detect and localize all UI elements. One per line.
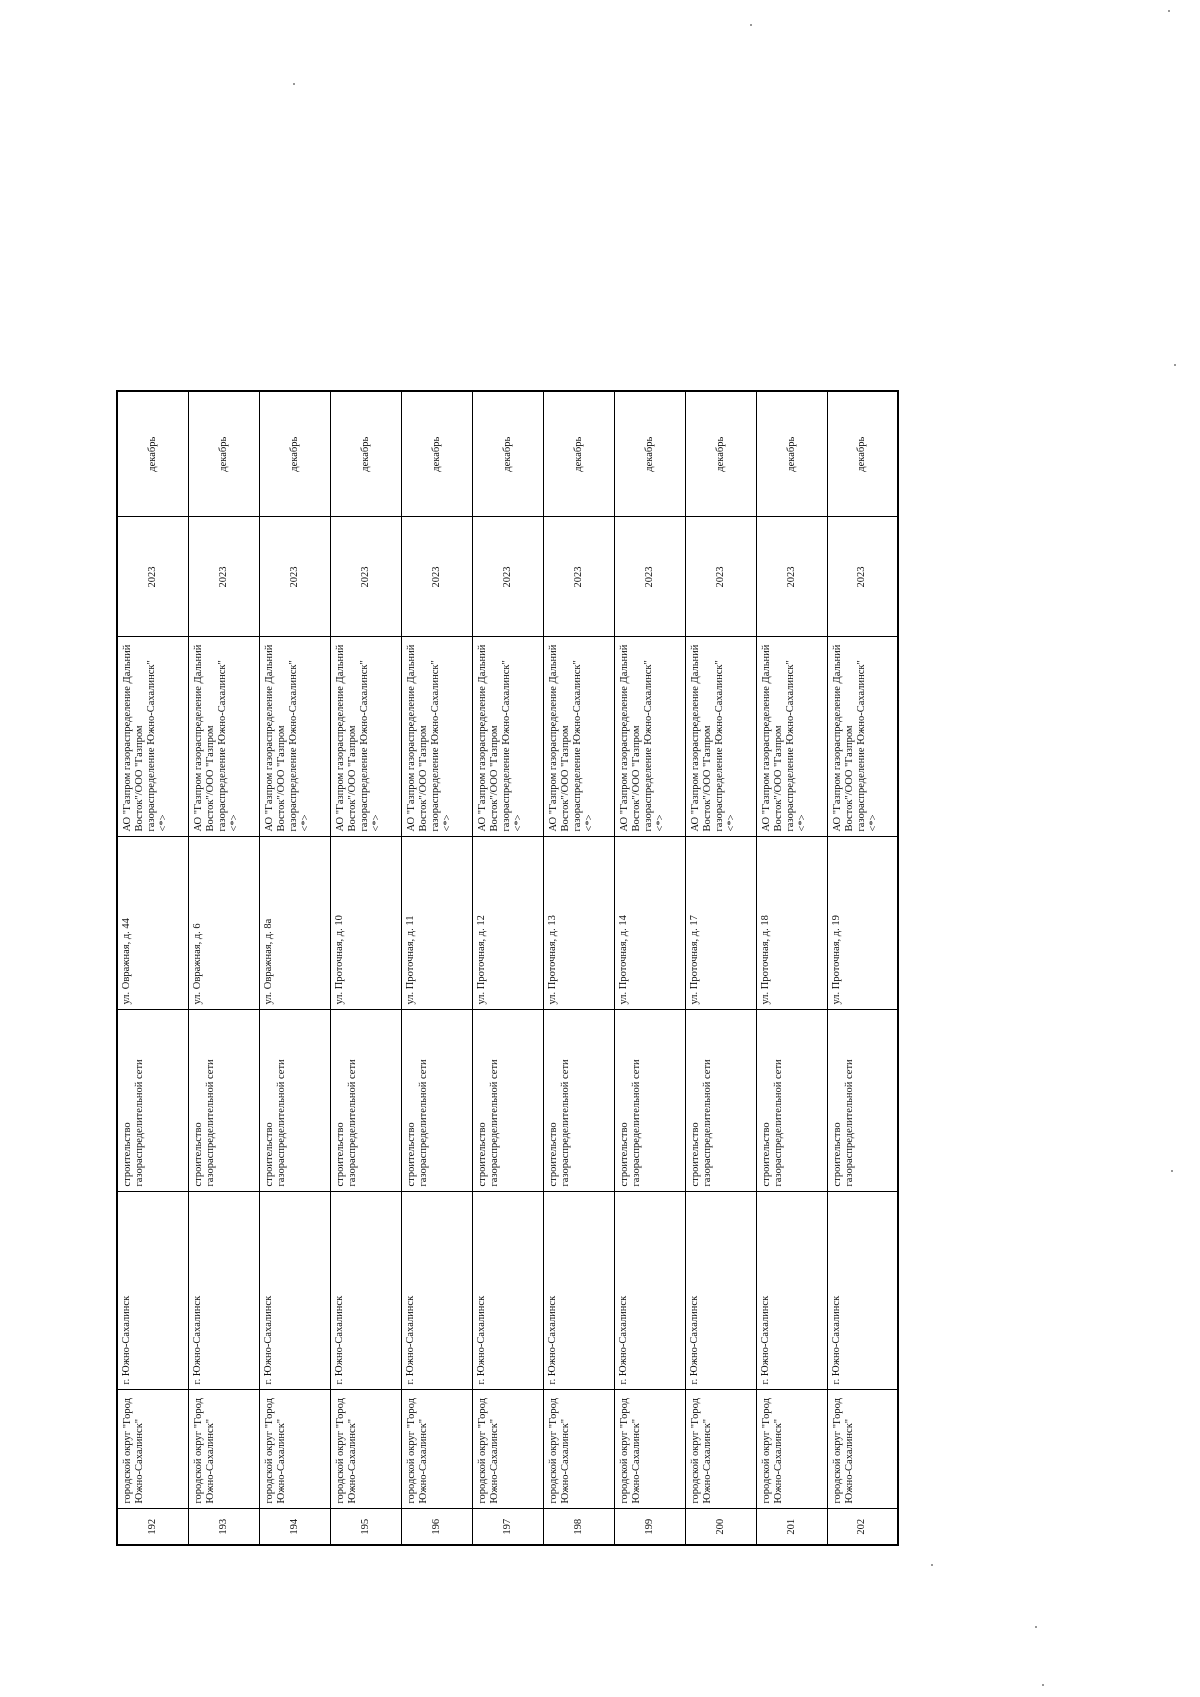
cell-org: АО "Газпром газораспределение Дальний Восток"/ООО "Газпром газораспределение Южно-Сахалинск" <*> [117,637,188,837]
cell-okrug: городской округ "Город Южно-Сахалинск" [756,1390,827,1509]
cell-city: г. Южно-Сахалинск [117,1192,188,1390]
cell-org: АО "Газпром газораспределение Дальний Восток"/ООО "Газпром газораспределение Южно-Сахалинск" <*> [756,637,827,837]
cell-year: 2023 [614,517,685,637]
scan-speck [1042,1684,1044,1686]
cell-okrug: городской округ "Город Южно-Сахалинск" [188,1390,259,1509]
table-row [543,391,614,1545]
table-body [117,391,898,1545]
cell-city: г. Южно-Сахалинск [685,1192,756,1390]
cell-work: строительство газораспределительной сети [543,1010,614,1192]
cell-addr: ул. Проточная, д. 18 [756,837,827,1010]
cell-num: 196 [401,1509,472,1545]
scan-speck [931,1564,933,1566]
cell-work: строительство газораспределительной сети [685,1010,756,1192]
cell-org: АО "Газпром газораспределение Дальний Восток"/ООО "Газпром газораспределение Южно-Сахалинск" <*> [543,637,614,837]
cell-work: строительство газораспределительной сети [259,1010,330,1192]
cell-work: строительство газораспределительной сети [614,1010,685,1192]
cell-year: 2023 [401,517,472,637]
cell-num: 200 [685,1509,756,1545]
table-row [827,391,898,1545]
cell-work: строительство газораспределительной сети [401,1010,472,1192]
cell-num: 194 [259,1509,330,1545]
cell-month: декабрь [614,391,685,517]
cell-month: декабрь [188,391,259,517]
cell-year: 2023 [472,517,543,637]
cell-org: АО "Газпром газораспределение Дальний Восток"/ООО "Газпром газораспределение Южно-Сахалинск" <*> [330,637,401,837]
cell-addr: ул. Овражная, д. 6 [188,837,259,1010]
cell-num: 199 [614,1509,685,1545]
cell-addr: ул. Проточная, д. 17 [685,837,756,1010]
cell-year: 2023 [188,517,259,637]
table-row [472,391,543,1545]
cell-month: декабрь [472,391,543,517]
cell-month: декабрь [330,391,401,517]
cell-city: г. Южно-Сахалинск [756,1192,827,1390]
table-row [614,391,685,1545]
cell-num: 198 [543,1509,614,1545]
cell-year: 2023 [756,517,827,637]
table-row [188,391,259,1545]
cell-okrug: городской округ "Город Южно-Сахалинск" [117,1390,188,1509]
cell-okrug: городской округ "Город Южно-Сахалинск" [543,1390,614,1509]
gas-network-table [116,390,899,1546]
cell-okrug: городской округ "Город Южно-Сахалинск" [685,1390,756,1509]
table-row [117,391,188,1545]
table-row [756,391,827,1545]
scan-speck [293,83,295,85]
cell-city: г. Южно-Сахалинск [543,1192,614,1390]
cell-okrug: городской округ "Город Южно-Сахалинск" [472,1390,543,1509]
table-row [330,391,401,1545]
cell-city: г. Южно-Сахалинск [472,1192,543,1390]
cell-city: г. Южно-Сахалинск [614,1192,685,1390]
cell-addr: ул. Овражная, д. 8а [259,837,330,1010]
cell-addr: ул. Проточная, д. 14 [614,837,685,1010]
cell-num: 202 [827,1509,898,1545]
cell-city: г. Южно-Сахалинск [330,1192,401,1390]
table-row [401,391,472,1545]
cell-addr: ул. Проточная, д. 12 [472,837,543,1010]
cell-okrug: городской округ "Город Южно-Сахалинск" [401,1390,472,1509]
cell-org: АО "Газпром газораспределение Дальний Восток"/ООО "Газпром газораспределение Южно-Сахалинск" <*> [827,637,898,837]
cell-month: декабрь [756,391,827,517]
cell-okrug: городской округ "Город Южно-Сахалинск" [614,1390,685,1509]
cell-month: декабрь [259,391,330,517]
cell-year: 2023 [259,517,330,637]
scan-speck [1174,364,1176,366]
scan-speck [1168,10,1170,12]
cell-work: строительство газораспределительной сети [472,1010,543,1192]
table-row [259,391,330,1545]
cell-city: г. Южно-Сахалинск [188,1192,259,1390]
cell-num: 195 [330,1509,401,1545]
cell-org: АО "Газпром газораспределение Дальний Восток"/ООО "Газпром газораспределение Южно-Сахалинск" <*> [614,637,685,837]
cell-year: 2023 [330,517,401,637]
cell-month: декабрь [401,391,472,517]
cell-addr: ул. Проточная, д. 10 [330,837,401,1010]
cell-org: АО "Газпром газораспределение Дальний Восток"/ООО "Газпром газораспределение Южно-Сахалинск" <*> [401,637,472,837]
cell-addr: ул. Проточная, д. 11 [401,837,472,1010]
scan-speck [1035,1626,1037,1628]
cell-org: АО "Газпром газораспределение Дальний Восток"/ООО "Газпром газораспределение Южно-Сахалинск" <*> [685,637,756,837]
cell-addr: ул. Овражная, д. 44 [117,837,188,1010]
cell-work: строительство газораспределительной сети [330,1010,401,1192]
rotated-table-frame [116,392,898,1546]
cell-work: строительство газораспределительной сети [756,1010,827,1192]
cell-addr: ул. Проточная, д. 13 [543,837,614,1010]
cell-year: 2023 [543,517,614,637]
cell-year: 2023 [685,517,756,637]
cell-okrug: городской округ "Город Южно-Сахалинск" [259,1390,330,1509]
cell-num: 193 [188,1509,259,1545]
cell-num: 197 [472,1509,543,1545]
cell-month: декабрь [543,391,614,517]
cell-month: декабрь [827,391,898,517]
scan-speck [1171,1170,1173,1172]
cell-org: АО "Газпром газораспределение Дальний Восток"/ООО "Газпром газораспределение Южно-Сахалинск" <*> [259,637,330,837]
cell-city: г. Южно-Сахалинск [259,1192,330,1390]
cell-work: строительство газораспределительной сети [827,1010,898,1192]
cell-work: строительство газораспределительной сети [188,1010,259,1192]
cell-num: 192 [117,1509,188,1545]
cell-org: АО "Газпром газораспределение Дальний Восток"/ООО "Газпром газораспределение Южно-Сахалинск" <*> [188,637,259,837]
cell-org: АО "Газпром газораспределение Дальний Восток"/ООО "Газпром газораспределение Южно-Сахалинск" <*> [472,637,543,837]
cell-num: 201 [756,1509,827,1545]
cell-month: декабрь [685,391,756,517]
cell-okrug: городской округ "Город Южно-Сахалинск" [827,1390,898,1509]
cell-year: 2023 [827,517,898,637]
cell-okrug: городской округ "Город Южно-Сахалинск" [330,1390,401,1509]
cell-city: г. Южно-Сахалинск [827,1192,898,1390]
scan-speck [750,24,752,26]
table-row [685,391,756,1545]
cell-addr: ул. Проточная, д. 19 [827,837,898,1010]
cell-city: г. Южно-Сахалинск [401,1192,472,1390]
cell-month: декабрь [117,391,188,517]
cell-year: 2023 [117,517,188,637]
cell-work: строительство газораспределительной сети [117,1010,188,1192]
